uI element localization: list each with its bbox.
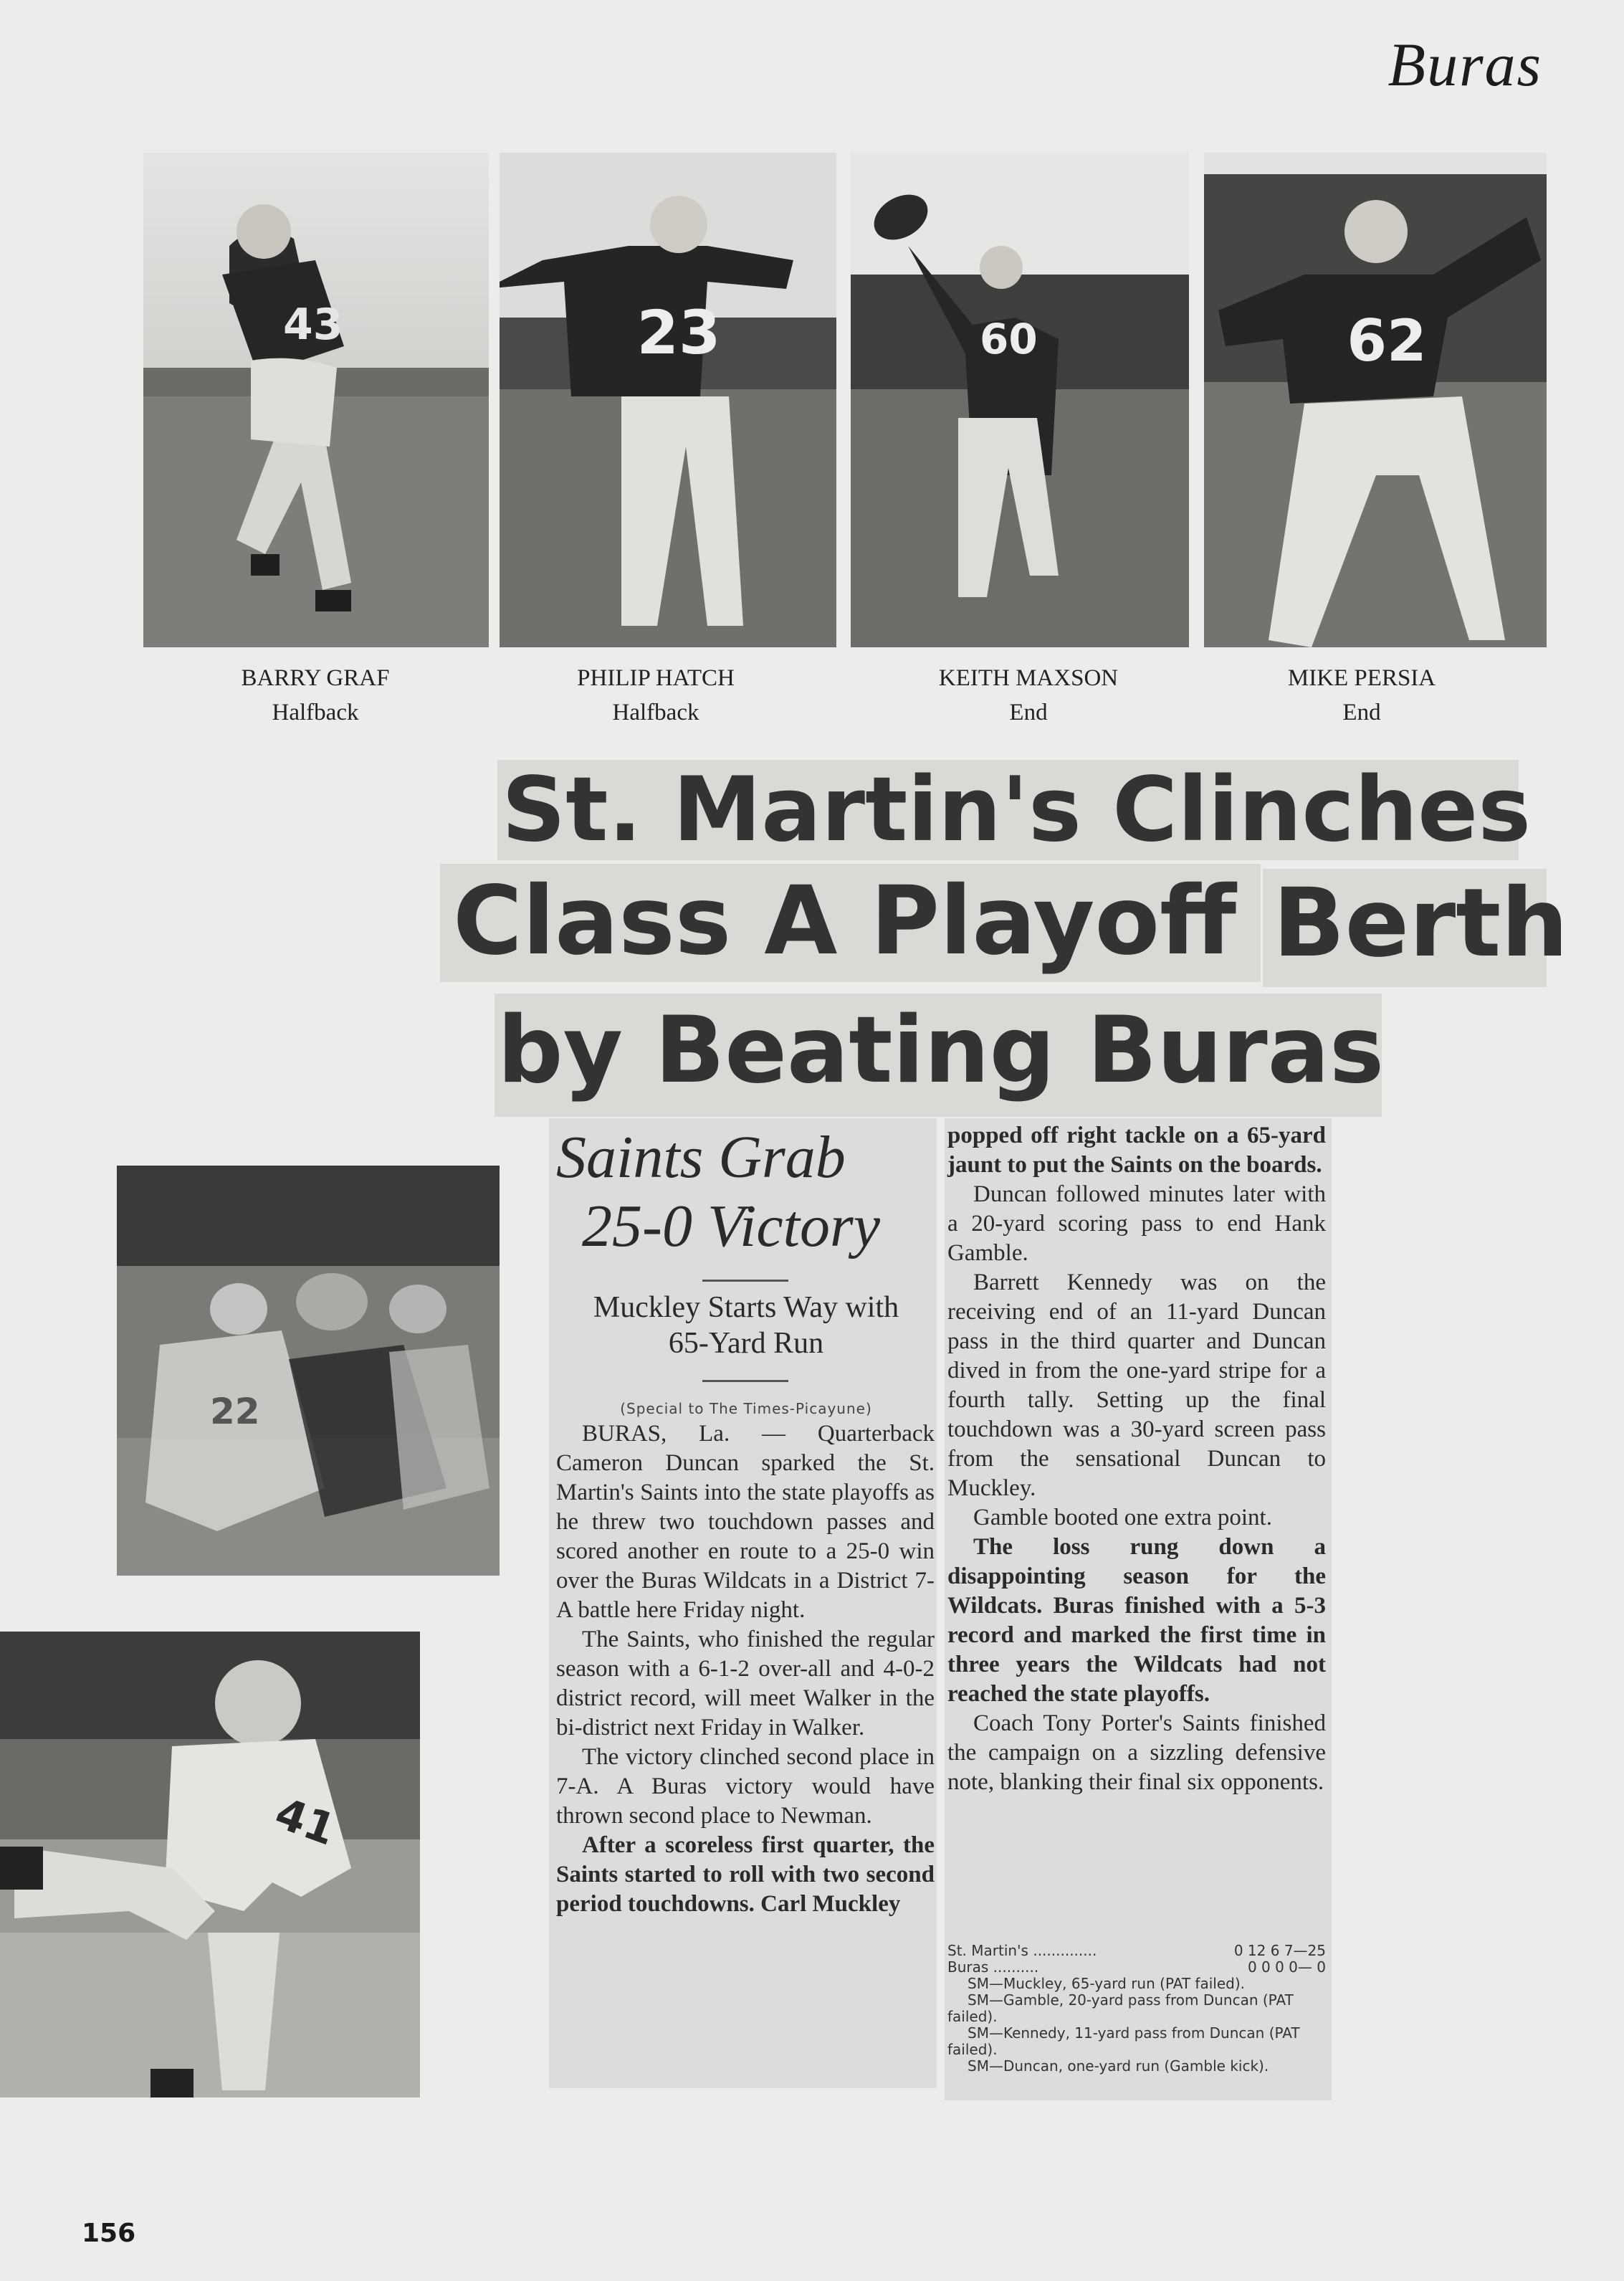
scoring-summary: SM—Gamble, 20-yard pass from Duncan (PAT failed). — [947, 1991, 1294, 2025]
article-body-col1 — [556, 1419, 935, 1919]
score-quarters: 0 12 6 7—25 — [1233, 1942, 1326, 1959]
article-paragraph: Duncan followed minutes later with a 20-yard scoring pass to end Hank Gamble. — [947, 1181, 1326, 1266]
article-paragraph: BURAS, La. — Quarterback Cameron Duncan sparked the St. Martin's Saints into the state playoffs as he threw two touchdown passes and scored another en route to a 25-0 win over the Buras Wildcats in a District 7-A battle here Friday night. — [556, 1421, 935, 1623]
scoring-summary: SM—Duncan, one-yard run (Gamble kick). — [968, 2057, 1269, 2075]
deck-rule — [702, 1280, 788, 1282]
svg-text:62: 62 — [1347, 308, 1427, 374]
article-paragraph: Coach Tony Porter's Saints finished the campaign on a sizzling defensive note, blanking their final six opponents. — [947, 1710, 1326, 1795]
player-photo-keith-maxson — [851, 153, 1189, 647]
action-photo-punter — [0, 1632, 420, 2097]
article-subhead-2: 25-0 Victory — [582, 1193, 880, 1259]
player-photo-barry-graf — [143, 153, 489, 647]
caption-keith-maxson — [856, 661, 1200, 730]
svg-text:23: 23 — [636, 297, 721, 368]
svg-text:22: 22 — [210, 1391, 260, 1432]
article-paragraph: popped off right tackle on a 65-yard jaunt to put the Saints on the boards. — [947, 1123, 1326, 1178]
caption-mike-persia — [1190, 661, 1534, 730]
player-position: End — [1009, 700, 1048, 725]
article-body-col2 — [947, 1121, 1326, 1797]
scoring-summary: SM—Kennedy, 11-yard pass from Duncan (PAT failed). — [947, 2024, 1300, 2058]
action-photo-game-play — [117, 1166, 500, 1576]
caption-barry-graf — [143, 661, 487, 730]
scoring-summary: SM—Muckley, 65-yard run (PAT failed). — [968, 1975, 1245, 1992]
player-name: MIKE PERSIA — [1287, 665, 1436, 691]
article-paragraph: Barrett Kennedy was on the receiving end of an 11-yard Duncan pass in the third quarter and Duncan dived in from the one-yard stripe for a fourth tally. Setting up the final touchdown was a 30-yard screen pass from the sensational Duncan to Muckley. — [947, 1270, 1326, 1501]
article-paragraph: Gamble booted one extra point. — [973, 1505, 1272, 1530]
svg-text:41: 41 — [268, 1788, 343, 1856]
player-photo-mike-persia — [1204, 153, 1547, 647]
headline-line-2b: Berth — [1263, 869, 1547, 987]
score-row — [947, 1959, 1326, 1976]
score-row — [947, 1943, 1326, 1959]
headline-line-1: St. Martin's Clinches — [497, 760, 1519, 860]
article-dateline: (Special to The Times-Picayune) — [620, 1400, 872, 1417]
deck-rule-2 — [702, 1380, 788, 1382]
article-paragraph: After a scoreless first quarter, the Saints started to roll with two second period touchdowns. Carl Muckley — [556, 1832, 935, 1917]
player-jersey-number: 43 — [283, 300, 343, 350]
player-position: Halfback — [612, 700, 699, 725]
article-paragraph: The victory clinched second place in 7-A. A Buras victory would have thrown second place to Newman. — [556, 1744, 935, 1829]
player-name: PHILIP HATCH — [577, 665, 735, 691]
caption-philip-hatch — [484, 661, 828, 730]
player-name: BARRY GRAF — [241, 665, 390, 691]
player-photo-philip-hatch — [500, 153, 836, 647]
svg-text:60: 60 — [980, 315, 1038, 363]
section-title: Buras — [1387, 30, 1542, 99]
player-position: Halfback — [272, 700, 359, 725]
score-quarters: 0 0 0 0— 0 — [1247, 1958, 1326, 1976]
score-team: Buras .......... — [947, 1958, 1039, 1976]
article-deck-1: Muckley Starts Way with — [593, 1291, 899, 1324]
box-score — [947, 1943, 1326, 2075]
article-deck-2: 65-Yard Run — [668, 1327, 824, 1360]
score-team: St. Martin's .............. — [947, 1942, 1097, 1959]
article-subhead-1: Saints Grab — [556, 1124, 846, 1191]
page-number: 156 — [82, 2219, 136, 2248]
headline-line-3: by Beating Buras — [495, 994, 1382, 1117]
player-name: KEITH MAXSON — [938, 665, 1119, 691]
article-paragraph: The Saints, who finished the regular season with a 6-1-2 over-all and 4-0-2 district record, will meet Walker in the bi-district next Friday in Walker. — [556, 1627, 935, 1740]
player-position: End — [1342, 700, 1381, 725]
article-paragraph: The loss rung down a disappointing season for the Wildcats. Buras finished with a 5-3 record and marked the first time in three years the Wildcats had not reached the state playoffs. — [947, 1534, 1326, 1707]
headline-line-2: Class A Playoff — [440, 864, 1261, 982]
